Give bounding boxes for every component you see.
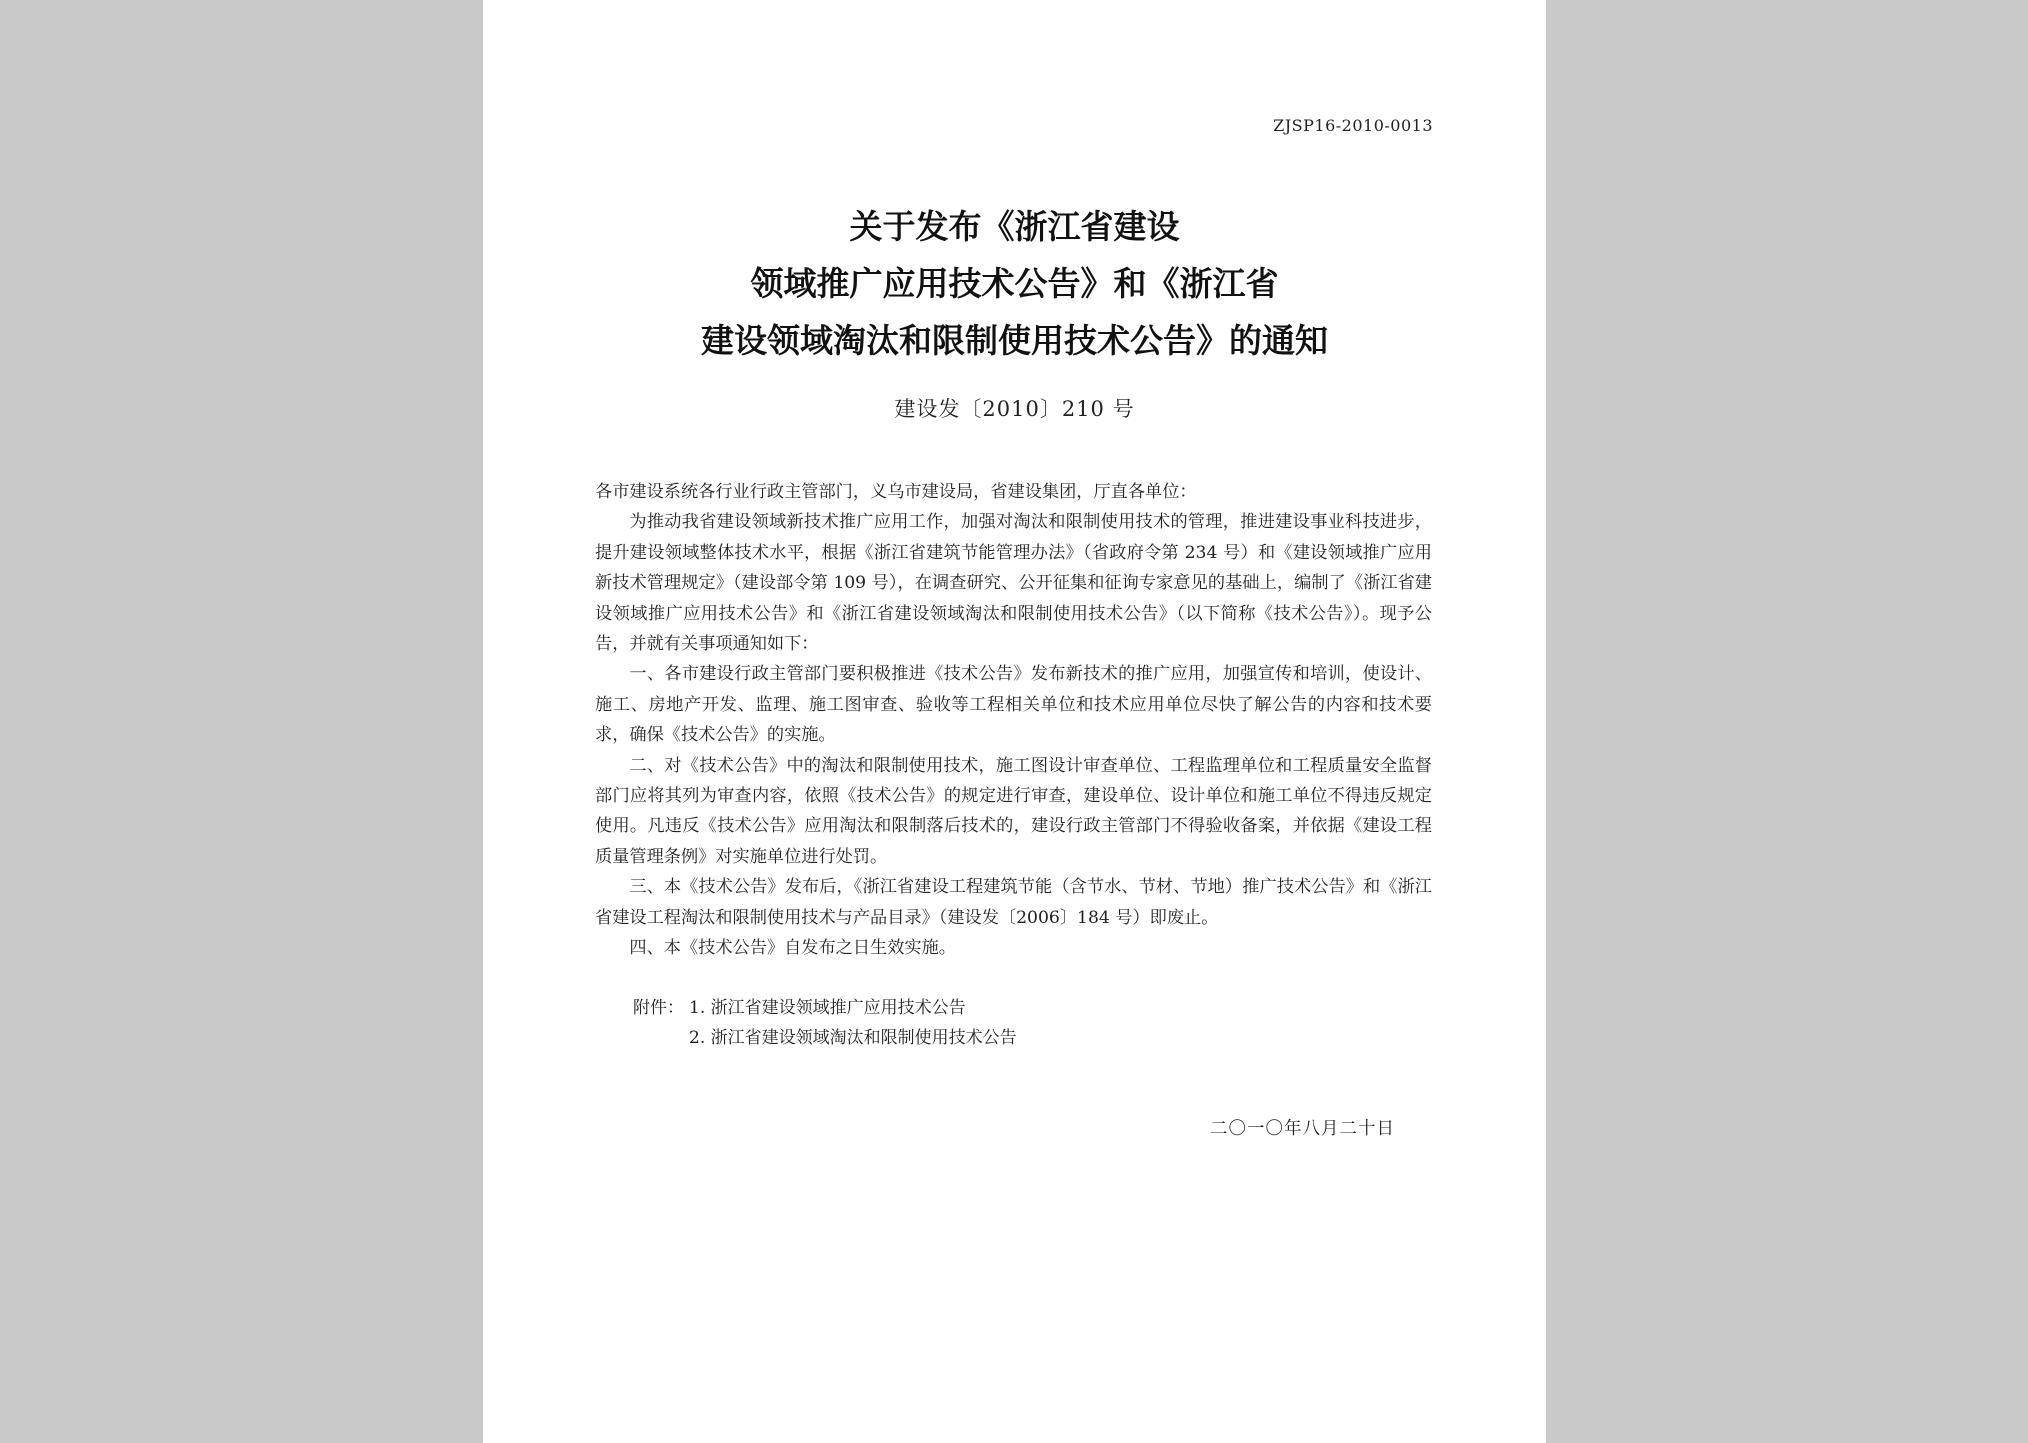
title-line: 关于发布《浙江省建设 bbox=[849, 207, 1180, 246]
document-title bbox=[483, 198, 1546, 369]
title-line: 领域推广应用技术公告》和《浙江省 bbox=[750, 264, 1279, 303]
title-line: 建设领域淘汰和限制使用技术公告》的通知 bbox=[701, 321, 1328, 360]
paragraph: 四、本《技术公告》自发布之日生效实施。 bbox=[629, 938, 956, 959]
attachments-label: 附件： bbox=[633, 998, 684, 1018]
attachment-item: 1. 浙江省建设领域推广应用技术公告 bbox=[689, 998, 966, 1018]
addressee: 各市建设系统各行业行政主管部门，义乌市建设局，省建设集团，厅直各单位： bbox=[595, 482, 1197, 502]
document-page bbox=[483, 0, 1546, 1443]
paragraph: 三、本《技术公告》发布后，《浙江省建设工程建筑节能（含节水、节材、节地）推广技术公告》和《浙江省建设工程淘汰和限制使用技术与产品目录》（建设发〔2006〕184 号）即废止。 bbox=[595, 877, 1432, 928]
attachment-item: 2. 浙江省建设领域淘汰和限制使用技术公告 bbox=[689, 1028, 1017, 1048]
attachments-list bbox=[633, 993, 1017, 1053]
paragraph: 为推动我省建设领域新技术推广应用工作，加强对淘汰和限制使用技术的管理，推进建设事业科技进步，提升建设领域整体技术水平，根据《浙江省建筑节能管理办法》（省政府令第 234 号）和《建设领域推广应用新技术管理规定》（建设部令第 109 号），在调查研究、公开征集和征询专家意见的基础上，编制了《浙江省建设领域推广应用技术公告》和《浙江省建设领域淘汰和限制使用技术公告》（以下简称《技术公告》）。现予公告，并就有关事项通知如下： bbox=[595, 512, 1432, 655]
document-body bbox=[595, 477, 1432, 964]
document-date: 二〇一〇年八月二十日 bbox=[1210, 1119, 1395, 1139]
attachments-label-spacer bbox=[633, 1023, 689, 1053]
document-code: ZJSP16-2010-0013 bbox=[1273, 116, 1433, 135]
attachment-row bbox=[633, 1023, 1017, 1053]
paragraph: 二、对《技术公告》中的淘汰和限制使用技术，施工图设计审查单位、工程监理单位和工程质量安全监督部门应将其列为审查内容，依照《技术公告》的规定进行审查，建设单位、设计单位和施工单位不得违反规定使用。凡违反《技术公告》应用淘汰和限制落后技术的，建设行政主管部门不得验收备案，并依据《建设工程质量管理条例》对实施单位进行处罚。 bbox=[595, 755, 1432, 867]
attachment-row bbox=[633, 993, 1017, 1023]
paragraph: 一、各市建设行政主管部门要积极推进《技术公告》发布新技术的推广应用，加强宣传和培训，使设计、施工、房地产开发、监理、施工图审查、验收等工程相关单位和技术应用单位尽快了解公告的内容和技术要求，确保《技术公告》的实施。 bbox=[595, 664, 1432, 746]
document-number: 建设发〔2010〕210 号 bbox=[894, 397, 1135, 421]
